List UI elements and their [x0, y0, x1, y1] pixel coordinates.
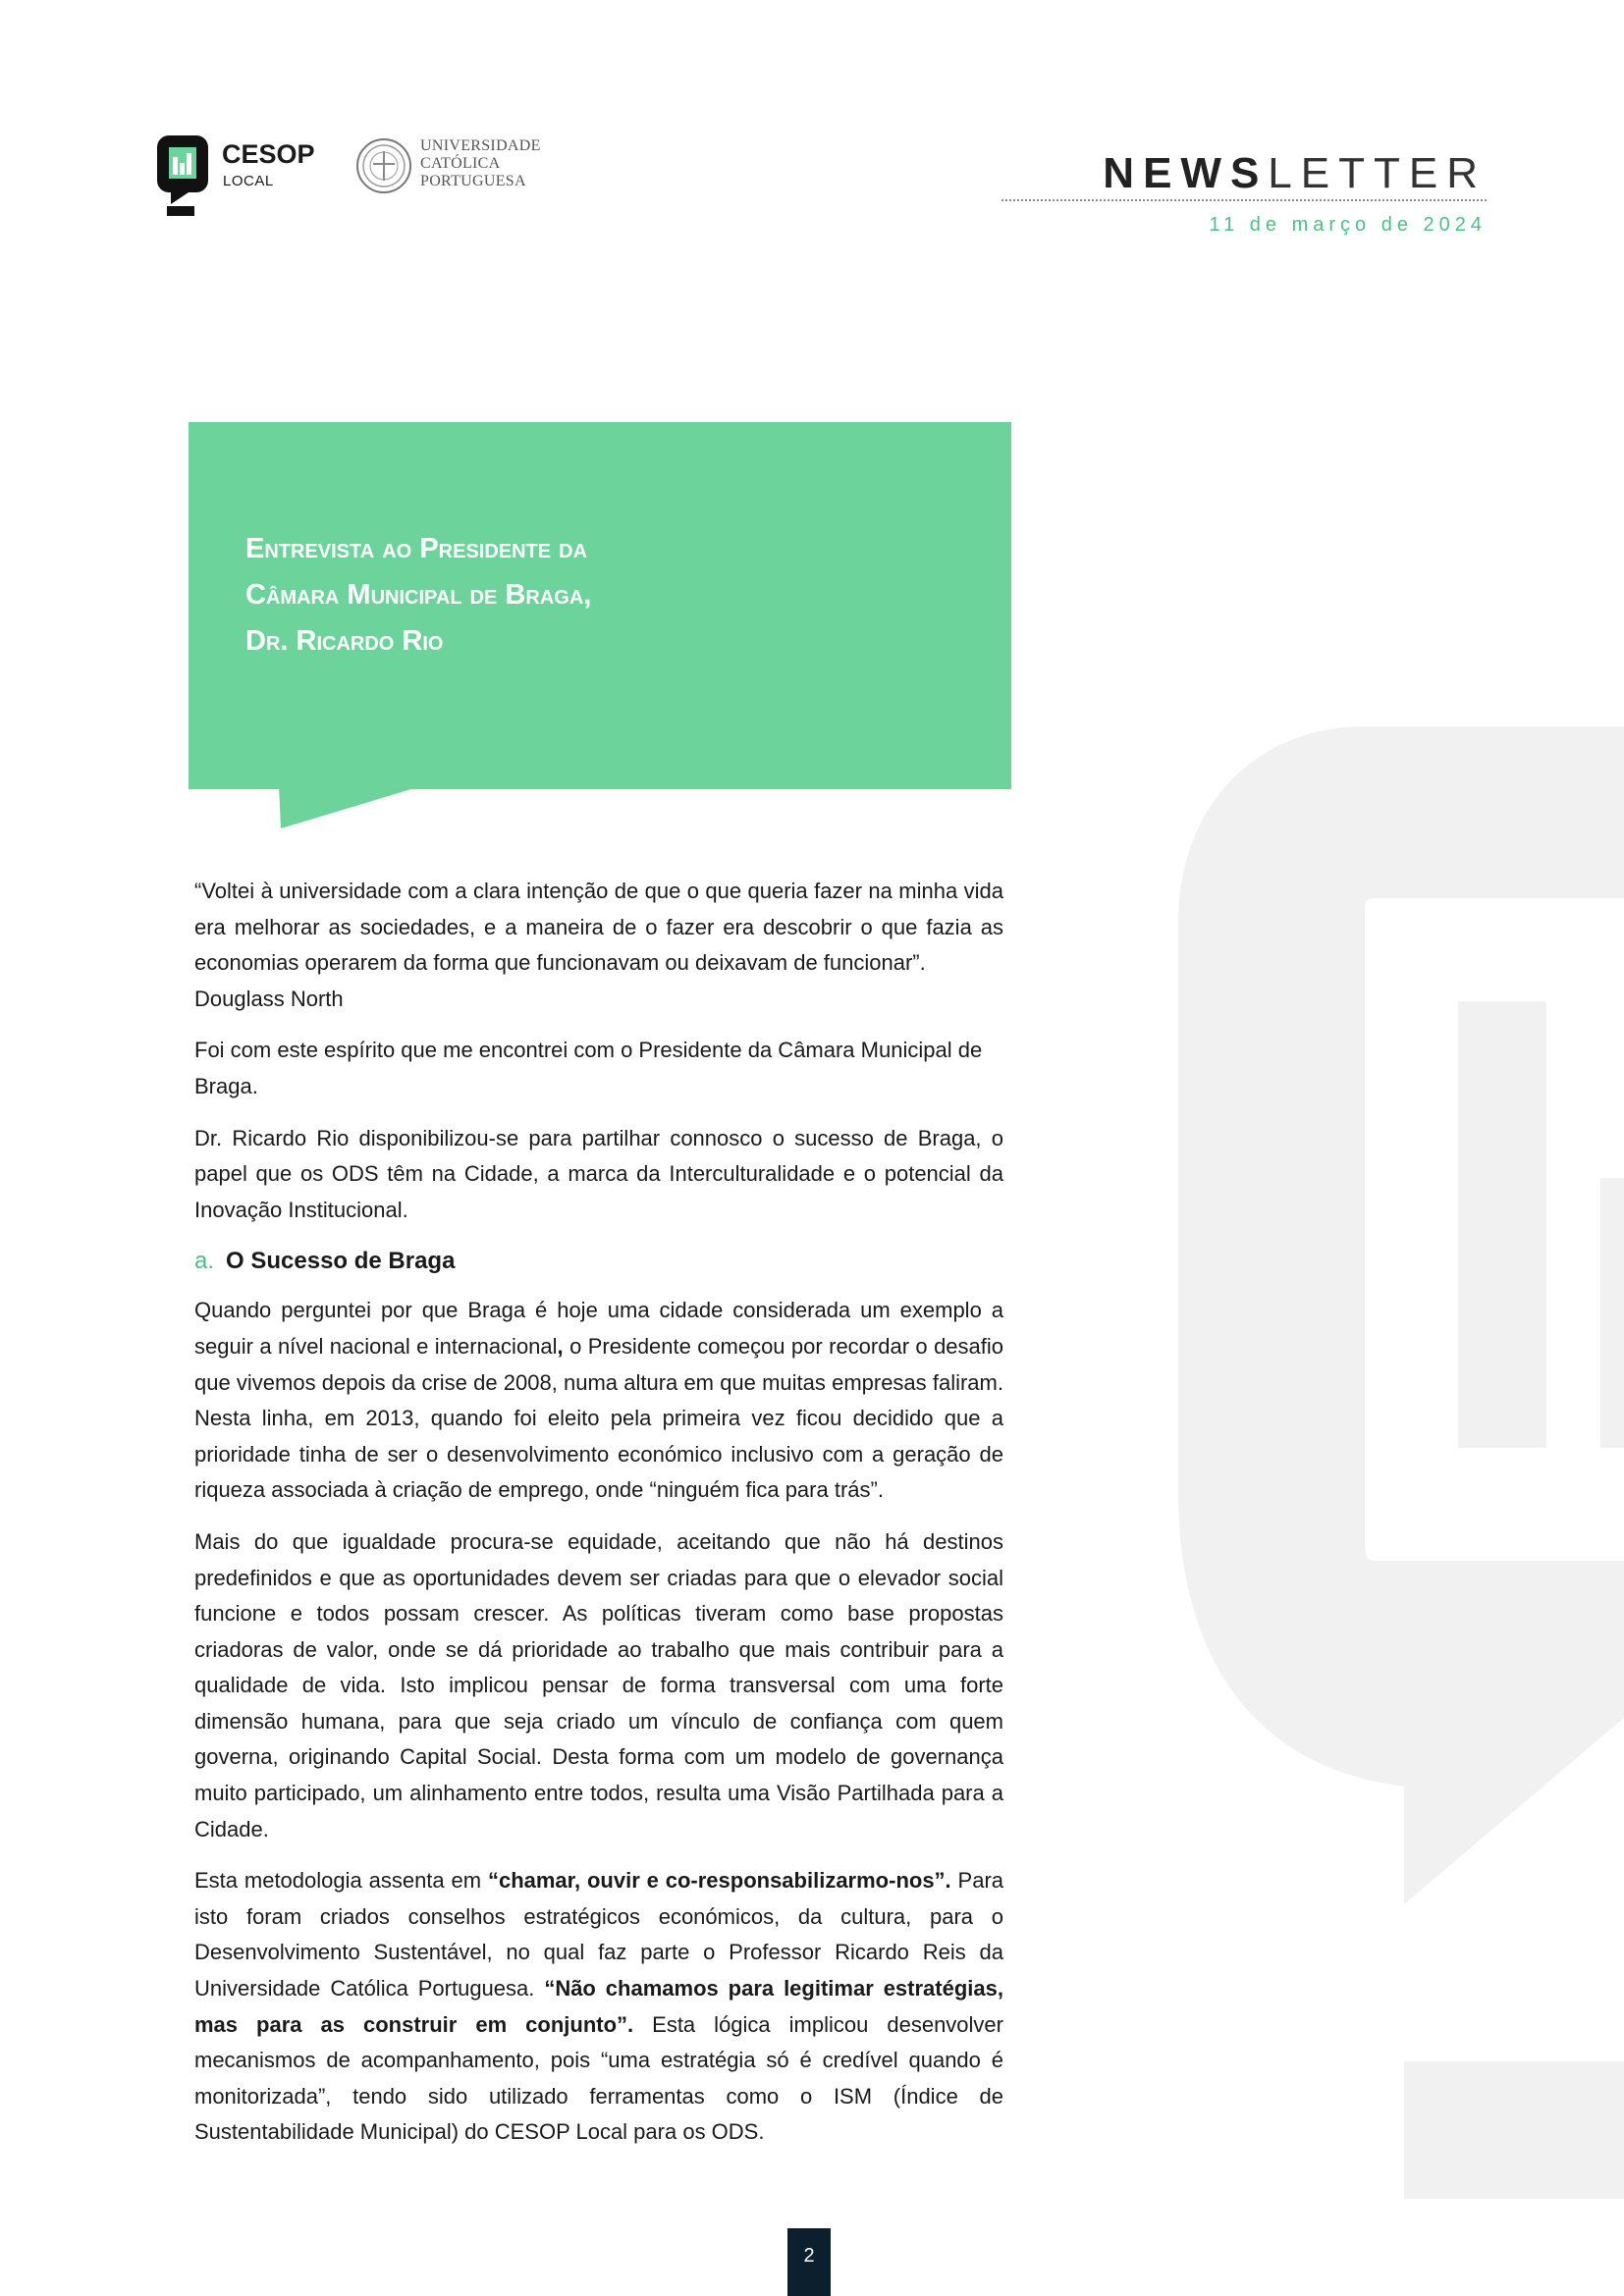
- cesop-logo-icon: [155, 133, 210, 218]
- page-number: 2: [787, 2228, 831, 2296]
- paragraph-5-bold-2: “Não chamamos para legitimar estratégias, mas para as construir em conjunto”.: [194, 1976, 1003, 2037]
- newsletter-title-bold: NEWS: [1103, 149, 1269, 197]
- paragraph-5-b: Para isto foram criados conselhos estratégicos económicos, da cultura, para o Desenvolvimento Sustentável, no qual faz parte o Professor Ricardo Reis da Universidade Católica Portuguesa.: [194, 1868, 1004, 2002]
- opening-quote: [194, 874, 1003, 1017]
- article-title-line-3: Dr. Ricardo Rio: [245, 625, 444, 657]
- paragraph-3-b: o Presidente começou por recordar o desafio que vivemos depois da crise de 2008, numa altura em que muitas empresas faliram. Nesta linha, em 2013, quando foi eleito pela primeira vez ficou decidido que a prioridade tinha de ser o desenvolvimento económico inclusivo com a geração de riqueza associada à criação de emprego, onde “ninguém fica para trás”.: [194, 1333, 1004, 1503]
- ucp-line-3: PORTUGUESA: [420, 173, 526, 189]
- quote-author: Douglass North: [194, 986, 344, 1011]
- ucp-line-1: UNIVERSIDADE: [420, 137, 541, 154]
- article-title-line-1: Entrevista ao Presidente da: [245, 533, 588, 564]
- paragraph-4: Mais do que igualdade procura-se equidade, aceitando que não há destinos predefinidos e que as oportunidades devem ser criadas para que o elevador social funcione e todos possam crescer. As políticas tiveram como base propostas criadoras de valor, onde se dá prioridade ao trabalho que mais contribuir para a qualidade de vida. Isto implicou pensar de forma transversal com uma forte dimensão humana, para que seja criado um vínculo de confiança com quem governa, originando Capital Social. Desta forma com um modelo de governança muito participado, um alinhamento entre todos, resulta uma Visão Partilhada para a Cidade.: [194, 1528, 1003, 1842]
- newsletter-title-light: LETTER: [1268, 149, 1487, 197]
- quote-text: “Voltei à universidade com a clara intenção de que o que queria fazer na minha vida era melhorar as sociedades, e a maneira de o fazer era descobrir o que fazia as economias operarem da forma que funcionavam ou deixavam de funcionar”.: [194, 879, 1003, 976]
- paragraph-5-c: Esta lógica implicou desenvolver mecanismos de acompanhamento, pois “uma estratégia só é credível quando é monitorizada”, tendo sido utilizado ferramentas como o ISM (Índice de Sustentabilidade Municipal) do CESOP Local para os ODS.: [194, 2011, 1003, 2145]
- section-title: O Sucesso de Braga: [226, 1248, 456, 1275]
- paragraph-3-a: Quando perguntei por que Braga é hoje uma cidade considerada um exemplo a seguir a nível nacional e internacional: [194, 1298, 1003, 1359]
- article-title-line-2: Câmara Municipal de Braga,: [245, 579, 592, 611]
- issue-date: 11 de março de 2024: [1209, 214, 1487, 236]
- title-box-tail: [189, 785, 1011, 844]
- ucp-line-2: CATÓLICA: [420, 155, 501, 172]
- article-title: [245, 526, 933, 665]
- paragraph-5-bold-1: “chamar, ouvir e co-responsabilizarmo-nos”.: [487, 1868, 951, 1894]
- article-body: [194, 874, 1003, 2166]
- cesop-local-logo: [155, 133, 315, 222]
- ucp-seal-icon: [355, 137, 412, 194]
- ucp-name: [420, 137, 541, 190]
- header-divider: [1001, 199, 1487, 201]
- section-heading: [194, 1244, 1003, 1279]
- newsletter-title: [1103, 149, 1487, 198]
- paragraph-5-a: Esta metodologia assenta em: [194, 1868, 488, 1894]
- paragraph-2: Dr. Ricardo Rio disponibilizou-se para partilhar connosco o sucesso de Braga, o papel que os ODS têm na Cidade, a marca da Interculturalidade e o potencial da Inovação Institucional.: [194, 1125, 1003, 1222]
- paragraph-3-comma: ,: [557, 1333, 564, 1359]
- ucp-logo: [355, 135, 552, 198]
- cesop-name: CESOP: [222, 139, 315, 169]
- cesop-watermark-icon: [1168, 726, 1624, 2199]
- cesop-sub: LOCAL: [223, 173, 274, 189]
- section-letter: a.: [194, 1248, 215, 1275]
- paragraph-1: Foi com este espírito que me encontrei com o Presidente da Câmara Municipal de Braga.: [194, 1038, 983, 1098]
- paragraph-5: [194, 1863, 1003, 2151]
- paragraph-3: [194, 1293, 1003, 1509]
